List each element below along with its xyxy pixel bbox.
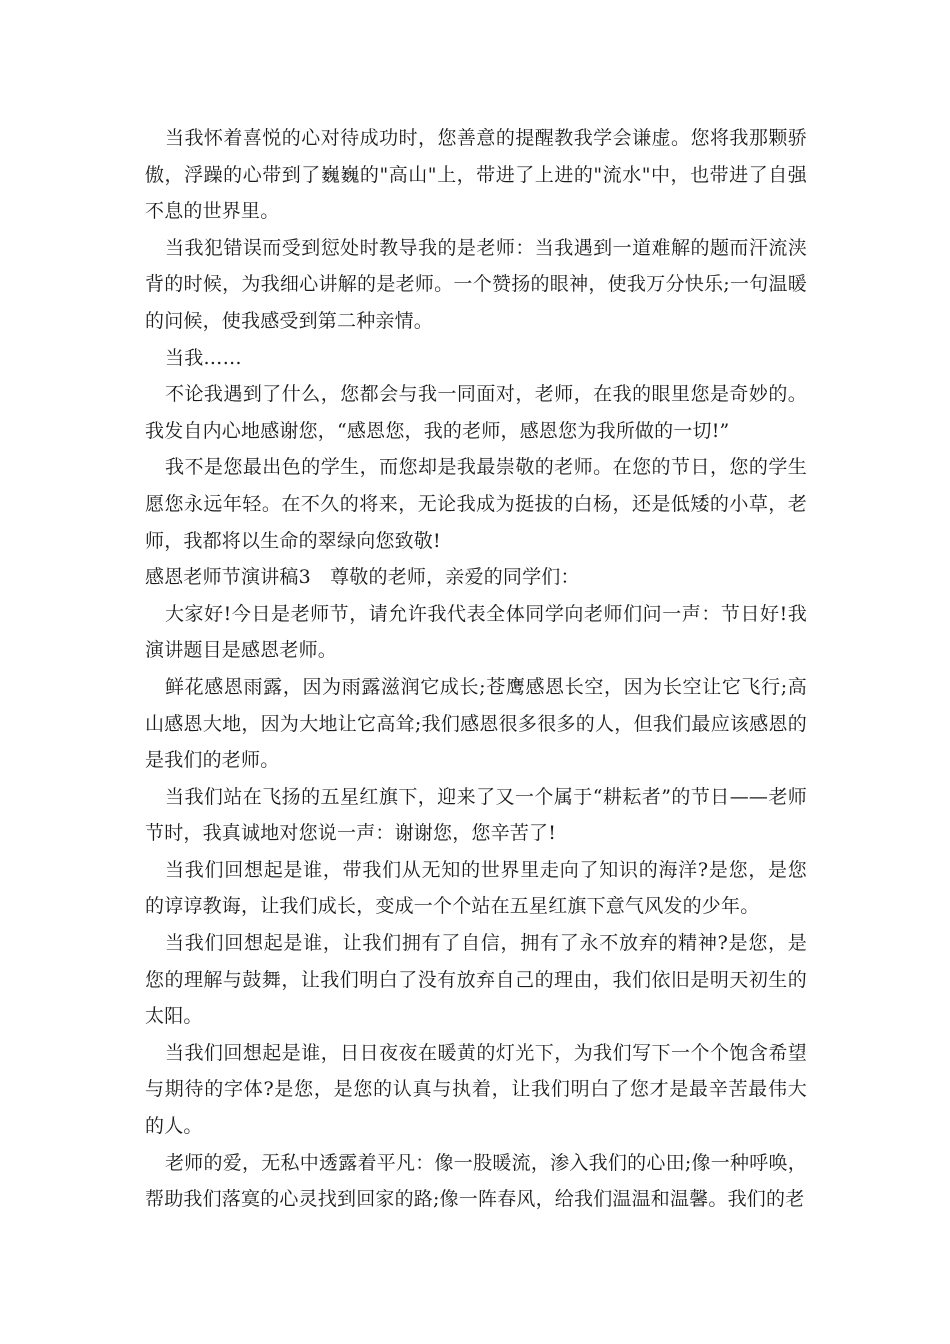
paragraph: 大家好!今日是老师节，请允许我代表全体同学向老师们问一声：节日好!我演讲题目是感恩老师。 (145, 602, 807, 662)
section-heading: 感恩老师节演讲稿3 尊敬的老师，亲爱的同学们： (145, 566, 580, 589)
paragraph: 当我们回想起是谁，让我们拥有了自信，拥有了永不放弃的精神?是您，是您的理解与鼓舞，让我们明白了没有放弃自己的理由，我们依旧是明天初生的太阳。 (145, 932, 807, 1028)
paragraph: 不论我遇到了什么，您都会与我一同面对，老师，在我的眼里您是奇妙的。我发自内心地感谢您，“感恩您，我的老师，感恩您为我所做的一切!” (145, 383, 807, 442)
paragraph: 当我犯错误而受到愆处时教导我的是老师：当我遇到一道难解的题而汗流浃背的时候，为我细心讲解的是老师。一个赞扬的眼神，使我万分快乐;一句温暖的问候，使我感受到第二种亲情。 (145, 236, 807, 332)
paragraph: 当我们站在飞扬的五星红旗下，迎来了又一个属于“耕耘者”的节日——老师节时，我真诚地对您说一声：谢谢您，您辛苦了! (145, 785, 807, 845)
paragraph: 当我们回想起是谁，日日夜夜在暖黄的灯光下，为我们写下一个个饱含希望与期待的字体?是您，是您的认真与执着，让我们明白了您才是最辛苦最伟大的人。 (145, 1041, 807, 1138)
paragraph: 鲜花感恩雨露，因为雨露滋润它成长;苍鹰感恩长空，因为长空让它飞行;高山感恩大地，因为大地让它高耸;我们感恩很多很多的人，但我们最应该感恩的是我们的老师。 (145, 675, 807, 772)
document-body (145, 120, 807, 1218)
paragraph: 当我们回想起是谁，带我们从无知的世界里走向了知识的海洋?是您，是您的谆谆教诲，让我们成长，变成一个个站在五星红旗下意气风发的少年。 (145, 858, 807, 918)
paragraph: 当我…… (165, 346, 242, 369)
paragraph: 我不是您最出色的学生，而您却是我最崇敬的老师。在您的节日，您的学生愿您永远年轻。在不久的将来，无论我成为挺拔的白杨，还是低矮的小草，老师，我都将以生命的翠绿向您致敬! (145, 456, 807, 552)
paragraph: 老师的爱，无私中透露着平凡：像一股暖流，渗入我们的心田;像一种呼唤，帮助我们落寞的心灵找到回家的路;像一阵春风，给我们温温和温馨。我们的老 (145, 1151, 807, 1211)
paragraph: 当我怀着喜悦的心对待成功时，您善意的提醒教我学会谦虚。您将我那颗骄傲，浮躁的心带到了巍巍的"高山"上，带进了上进的"流水"中，也带进了自强不息的世界里。 (145, 127, 807, 223)
